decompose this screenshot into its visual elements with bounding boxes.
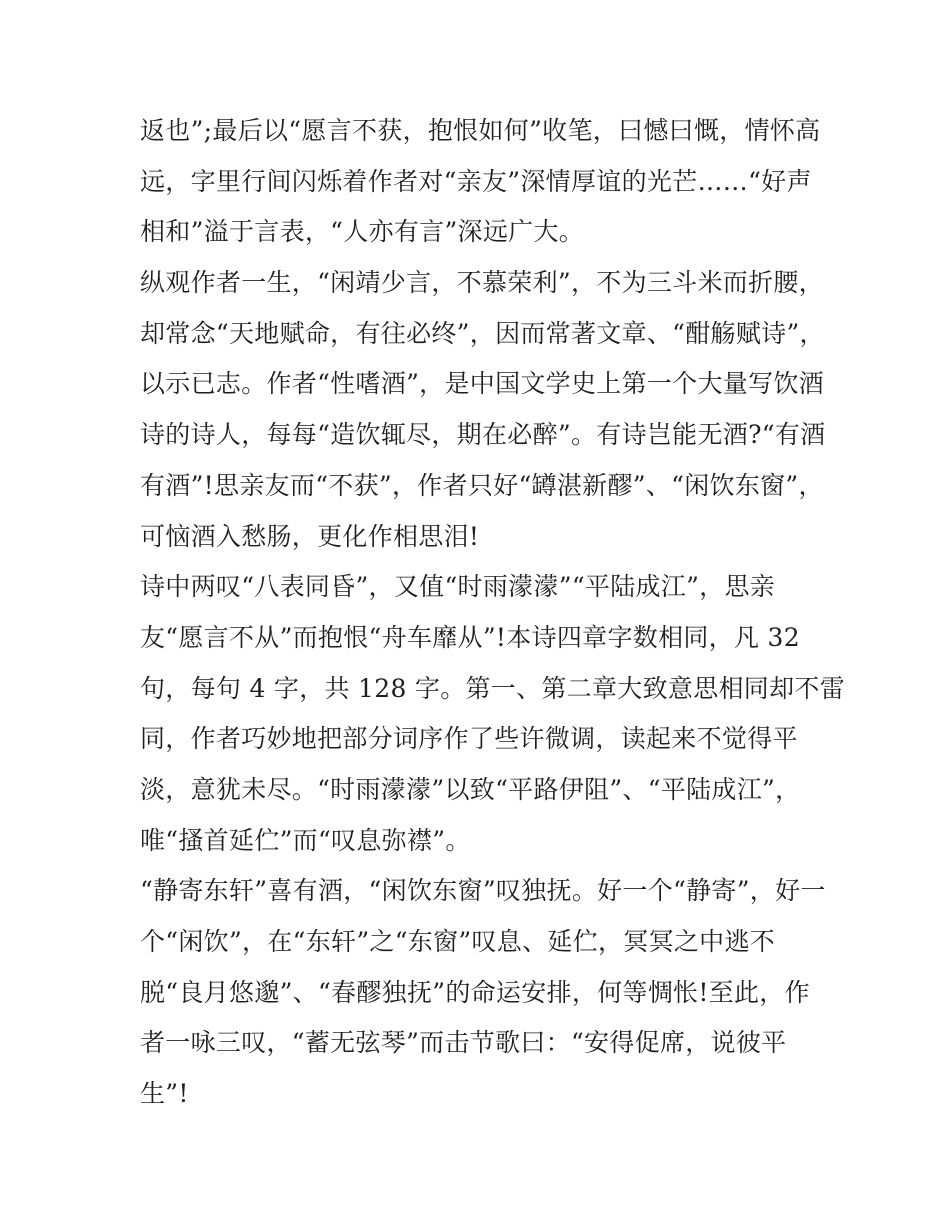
text-line: 生”! [140,1079,189,1109]
text-line: 淡，意犹未尽。“时雨濛濛”以致“平路伊阻”、“平陆成江”， [140,774,801,804]
text-line: 唯“搔首延伫”而“叹息弥襟”。 [140,825,471,855]
text-line: 相和”溢于言表，“人亦有言”深远广大。 [140,217,585,247]
text-line: 返也”;最后以“愿言不获，抱恨如何”收笔，曰憾曰慨，情怀高 [140,116,821,145]
text-line: 却常念“天地赋命，有往必终”，因而常著文章、“酣觞赋诗”， [140,318,825,348]
text-line: 诗的诗人，每每“造饮辄尽，期在必醉”。有诗岂能无酒?“有酒 [140,420,826,450]
text-line: 者一咏三叹，“蓄无弦琴”而击节歌曰：“安得促席，说彼平 [140,1028,787,1058]
text-line: 有酒”!思亲友而“不获”，作者只好“罇湛新醪”、“闲饮东窗”， [140,470,824,500]
text-line: 纵观作者一生，“闲靖少言，不慕荣利”，不为三斗米而折腰， [140,268,824,298]
text-line: 友“愿言不从”而抱恨“舟车靡从”!本诗四章字数相同，凡 32 [140,622,800,652]
text-line: 以示已志。作者“性嗜酒”，是中国文学史上第一个大量写饮酒 [140,369,824,399]
text-line: 诗中两叹“八表同昏”，又值“时雨濛濛”“平陆成江”，思亲 [140,572,776,602]
text-line: 可恼酒入愁肠，更化作相思泪! [140,521,480,551]
text-line: 同，作者巧妙地把部分词序作了些许微调，读起来不觉得平 [140,724,798,754]
text-line: 句，每句 4 字，共 128 字。第一、第二章大致意思相同却不雷 [140,673,846,703]
text-line: “静寄东轩”喜有酒，“闲饮东窗”叹独抚。好一个“静寄”，好一 [140,876,826,906]
text-line: 远，字里行间闪烁着作者对“亲友”深情厚谊的光芒……“好声 [140,166,812,196]
text-line: 脱“良月悠邈”、“春醪独抚”的命运安排，何等惆怅!至此，作 [140,977,810,1007]
text-line: 个“闲饮”，在“东轩”之“东窗”叹息、延伫，冥冥之中逃不 [140,927,776,956]
document-body [140,106,846,1120]
